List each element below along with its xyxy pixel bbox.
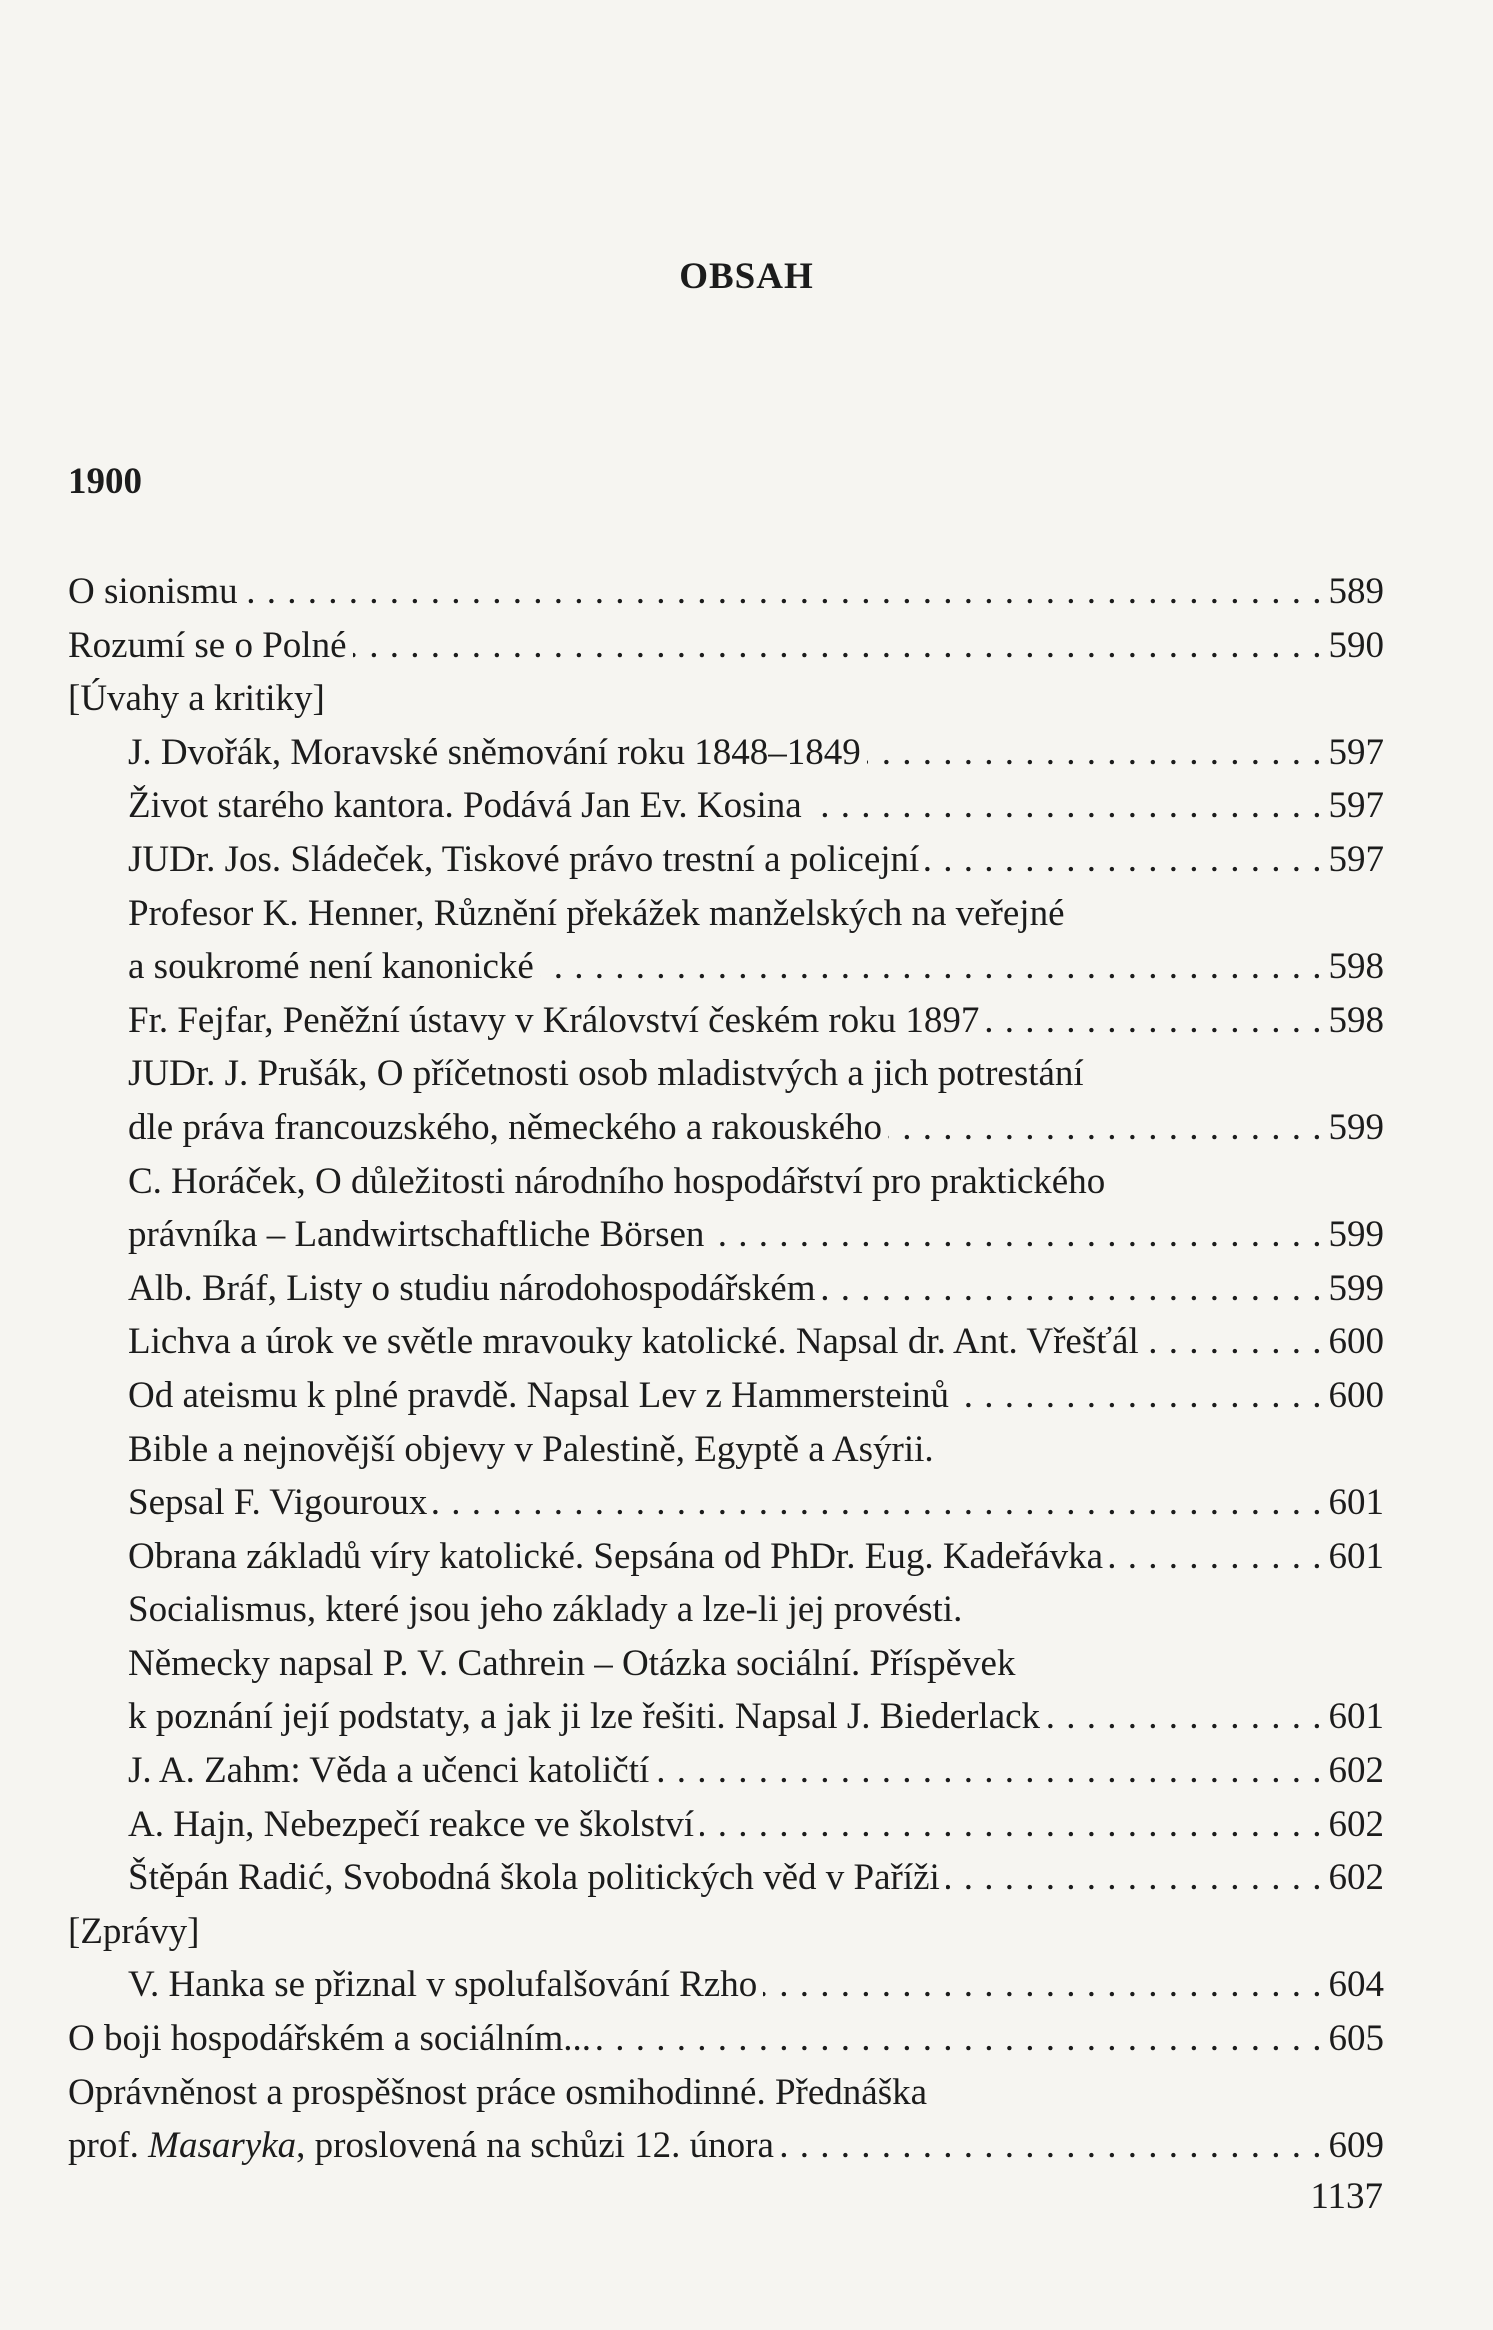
toc-entry-page: 602 <box>1328 1750 1384 1792</box>
toc-entry-page: 601 <box>1328 1696 1384 1738</box>
toc-entry-title: Od ateismu k plné pravdě. Napsal Lev z Hammersteinů <box>128 1374 949 1416</box>
toc-entry-page: 599 <box>1328 1267 1384 1309</box>
leader-dots <box>925 833 1322 887</box>
leader-dots <box>655 1744 1322 1798</box>
toc-entry-page: 599 <box>1328 1214 1384 1256</box>
toc-entry-page: 598 <box>1328 946 1384 988</box>
toc-section-title: [Úvahy a kritiky] <box>68 678 325 720</box>
leader-dots <box>433 1476 1322 1530</box>
leader-dots <box>808 779 1323 833</box>
toc-entry-title: k poznání její podstaty, a jak ji lze řešiti. Napsal J. Biederlack <box>128 1696 1041 1738</box>
toc-entry-title: JUDr. J. Prušák, O příčetnosti osob mladistvých a jich potrestání <box>128 1053 1084 1095</box>
toc-entry-title: dle práva francouzského, německého a rakouského <box>128 1106 883 1148</box>
toc-entry-page: 590 <box>1328 624 1384 666</box>
toc-entry-page: 597 <box>1328 731 1384 773</box>
leader-dots <box>946 1851 1323 1905</box>
toc-entry <box>68 994 1384 1048</box>
toc-entry-title: Lichva a úrok ve světle mravouky katolické. Napsal dr. Ant. Vřešťál <box>128 1321 1139 1363</box>
page-number: 1137 <box>1310 2176 1383 2217</box>
toc-entry-page: 602 <box>1328 1857 1384 1899</box>
toc-entry <box>68 1958 1384 2012</box>
leader-dots <box>540 940 1323 994</box>
toc-entry-title: Profesor K. Henner, Různění překážek manželských na veřejné <box>128 892 1065 934</box>
toc-entry <box>68 1798 1384 1852</box>
toc-entry <box>68 2012 1384 2066</box>
toc-entry <box>68 779 1384 833</box>
leader-dots <box>244 565 1323 619</box>
toc-entry-title: Německy napsal P. V. Cathrein – Otázka sociální. Příspěvek <box>128 1642 1016 1684</box>
toc-entry <box>68 940 1384 994</box>
leader-dots <box>763 1958 1322 2012</box>
toc-entry-page: 600 <box>1328 1321 1384 1363</box>
toc-entry-page: 598 <box>1328 999 1384 1041</box>
toc-entry <box>68 565 1384 619</box>
toc-entry-line <box>68 2066 1384 2120</box>
toc-entry <box>68 2119 1384 2173</box>
toc-entry-page: 604 <box>1328 1964 1384 2006</box>
toc-entry-line <box>68 1155 1384 1209</box>
toc-entry-title: Štěpán Radić, Svobodná škola politických věd v Paříži <box>128 1857 940 1899</box>
toc-entry-title: Život starého kantora. Podává Jan Ev. Kosina <box>128 785 802 827</box>
leader-dots <box>985 994 1322 1048</box>
toc-entry-title: prof. Masaryka, proslovená na schůzi 12. února <box>68 2125 774 2167</box>
toc-entry-page: 599 <box>1328 1106 1384 1148</box>
toc-entry <box>68 1101 1384 1155</box>
toc-entry-title: J. Dvořák, Moravské sněmování roku 1848–1849 <box>128 731 861 773</box>
toc-entry-title: Alb. Bráf, Listy o studiu národohospodářském <box>128 1267 816 1309</box>
toc-entry <box>68 833 1384 887</box>
toc-entry-page: 602 <box>1328 1803 1384 1845</box>
toc-entry-line <box>68 1583 1384 1637</box>
toc-section-title: [Zprávy] <box>68 1910 200 1952</box>
toc-entry-line <box>68 1637 1384 1691</box>
toc-entry-page: 597 <box>1328 785 1384 827</box>
year-heading: 1900 <box>68 461 142 502</box>
toc-entry <box>68 1208 1384 1262</box>
toc-entry-page: 589 <box>1328 571 1384 612</box>
leader-dots <box>780 2119 1323 2173</box>
leader-dots <box>710 1208 1322 1262</box>
toc-entry-page: 597 <box>1328 838 1384 880</box>
toc-entry-title: V. Hanka se přiznal v spolufalšování Rzho <box>128 1964 758 2006</box>
toc-entry-title: Fr. Fejfar, Peněžní ústavy v Království českém roku 1897 <box>128 999 980 1041</box>
toc-entry-title: O sionismu <box>68 571 238 612</box>
toc-entry <box>68 1851 1384 1905</box>
leader-dots <box>888 1101 1322 1155</box>
leader-dots <box>955 1369 1323 1423</box>
page-title: OBSAH <box>679 256 814 297</box>
toc-entry-title: a soukromé není kanonické <box>128 946 534 988</box>
leader-dots <box>1046 1690 1322 1744</box>
leader-dots <box>822 1262 1323 1316</box>
toc-entry-title: A. Hajn, Nebezpečí reakce ve školství <box>128 1803 695 1845</box>
italic-name: Masaryka <box>148 2125 297 2167</box>
toc-entry <box>68 1530 1384 1584</box>
toc-entry-title: JUDr. Jos. Sládeček, Tiskové právo trestní a policejní <box>128 838 920 880</box>
toc-entry-page: 601 <box>1328 1482 1384 1524</box>
toc-entry-title: právníka – Landwirtschaftliche Börsen <box>128 1214 705 1256</box>
toc-entry <box>68 1690 1384 1744</box>
toc-entry <box>68 1476 1384 1530</box>
toc-entry-title: Bible a nejnovější objevy v Palestině, Egyptě a Asýrii. <box>128 1428 934 1470</box>
leader-dots <box>353 619 1323 673</box>
toc-entry-page: 605 <box>1328 2018 1384 2060</box>
leader-dots <box>1109 1530 1322 1584</box>
toc-entry-page: 600 <box>1328 1374 1384 1416</box>
toc-entry-title: Socialismus, které jsou jeho základy a lze-li jej provésti. <box>128 1589 963 1631</box>
toc-entry-title: Sepsal F. Vigouroux <box>128 1482 428 1524</box>
toc-entry-page: 601 <box>1328 1535 1384 1577</box>
toc-entry <box>68 1744 1384 1798</box>
toc-entry <box>68 1262 1384 1316</box>
leader-dots <box>597 2012 1322 2066</box>
toc-entry-title: O boji hospodářském a sociálním... <box>68 2018 592 2060</box>
toc-entry-line <box>68 887 1384 941</box>
toc-entry-line <box>68 1423 1384 1477</box>
toc-section-heading <box>68 1905 1384 1959</box>
toc-entry-title: Obrana základů víry katolické. Sepsána od PhDr. Eug. Kadeřávka <box>128 1535 1104 1577</box>
table-of-contents <box>68 565 1384 2173</box>
toc-entry <box>68 619 1384 673</box>
toc-entry <box>68 1369 1384 1423</box>
toc-entry-title: Rozumí se o Polné <box>68 624 347 666</box>
toc-entry-title: J. A. Zahm: Věda a učenci katoličtí <box>128 1750 650 1792</box>
toc-entry-line <box>68 1047 1384 1101</box>
toc-entry <box>68 726 1384 780</box>
toc-section-heading <box>68 672 1384 726</box>
toc-entry <box>68 1315 1384 1369</box>
leader-dots <box>700 1798 1322 1852</box>
leader-dots <box>1145 1315 1323 1369</box>
toc-entry-title: C. Horáček, O důležitosti národního hospodářství pro praktického <box>128 1160 1106 1202</box>
toc-entry-title: Oprávněnost a prospěšnost práce osmihodinné. Přednáška <box>68 2071 928 2113</box>
toc-entry-page: 609 <box>1328 2125 1384 2167</box>
leader-dots <box>867 726 1323 780</box>
